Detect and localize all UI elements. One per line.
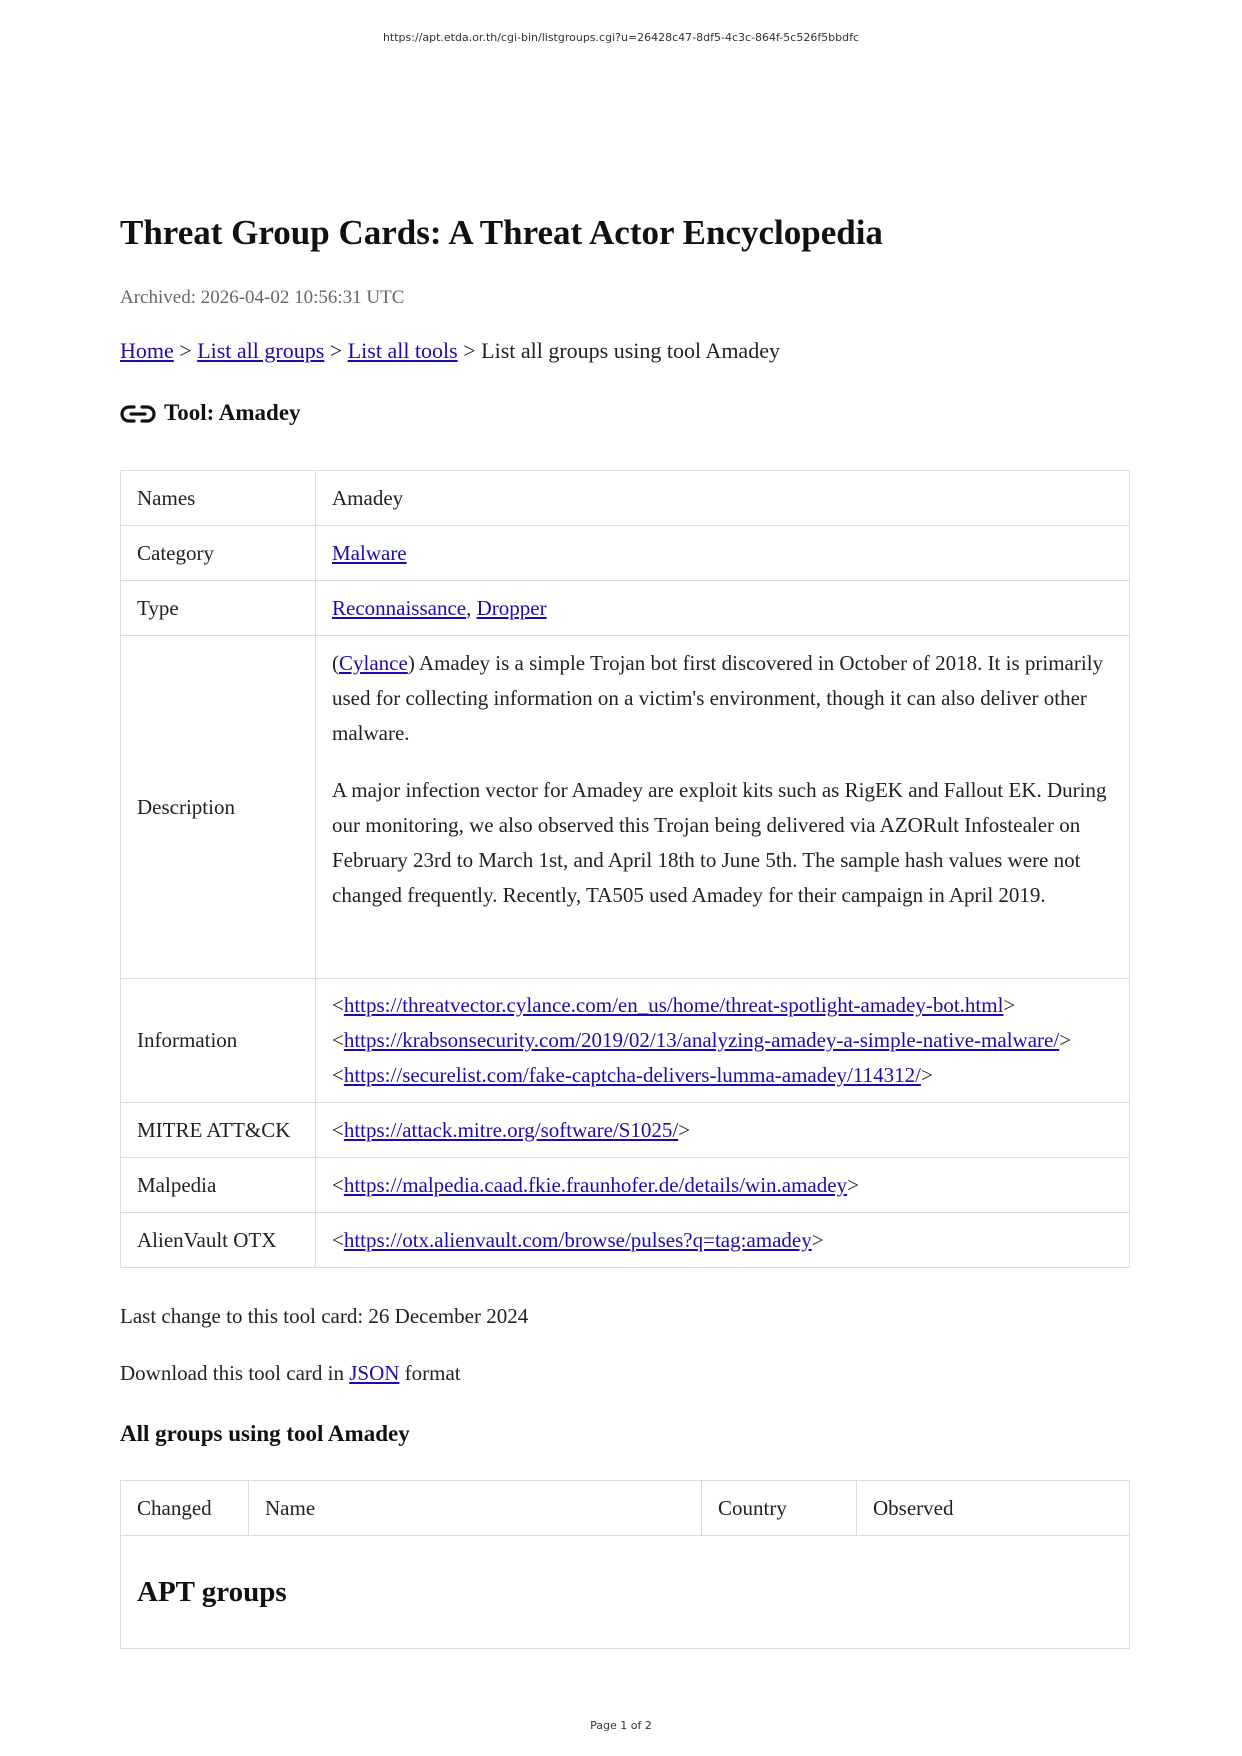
tool-heading	[120, 400, 301, 426]
description-paragraph: (Cylance) Amadey is a simple Trojan bot first discovered in October of 2018. It is primarily used for collecting information on a victim's environment, though it can also deliver other malware.	[332, 651, 1104, 745]
mitre-label: MITRE ATT&CK	[121, 1103, 316, 1158]
breadcrumb-separator: >	[463, 338, 476, 363]
type-value	[316, 581, 1130, 636]
description-text: Amadey is a simple Trojan bot first discovered in October of 2018. It is primarily used for collecting information on a victim's environment, though it can also deliver other malware.	[332, 651, 1104, 745]
breadcrumb-list-groups-link[interactable]: List all groups	[197, 338, 325, 363]
cylance-source-link[interactable]: Cylance	[339, 651, 408, 675]
table-row	[121, 526, 1130, 581]
page-title: Threat Group Cards: A Threat Actor Encyclopedia	[120, 213, 883, 252]
column-header-observed: Observed	[857, 1481, 1130, 1536]
category-label: Category	[121, 526, 316, 581]
table-row	[121, 636, 1130, 979]
information-link[interactable]: https://krabsonsecurity.com/2019/02/13/analyzing-amadey-a-simple-native-malware/	[343, 1028, 1060, 1052]
description-value	[316, 636, 1130, 979]
column-header-changed: Changed	[121, 1481, 249, 1536]
download-line	[120, 1361, 461, 1386]
malpedia-value: <https://malpedia.caad.fkie.fraunhofer.de/details/win.amadey>	[316, 1158, 1130, 1213]
otx-link[interactable]: https://otx.alienvault.com/browse/pulses?q=tag:amadey	[343, 1227, 812, 1252]
breadcrumb-current: List all groups using tool Amadey	[481, 338, 780, 363]
table-row	[121, 1213, 1130, 1268]
link-icon	[120, 402, 156, 426]
breadcrumb-home-link[interactable]: Home	[120, 338, 174, 363]
groups-table	[120, 1480, 1130, 1649]
page-number-footer: Page 1 of 2	[590, 1719, 652, 1732]
groups-heading: All groups using tool Amadey	[120, 1421, 410, 1446]
table-header-row	[121, 1481, 1130, 1536]
mitre-value: <https://attack.mitre.org/software/S1025/>	[316, 1103, 1130, 1158]
type-separator: ,	[466, 595, 477, 620]
json-download-link[interactable]: JSON	[349, 1361, 400, 1385]
mitre-link[interactable]: https://attack.mitre.org/software/S1025/	[343, 1117, 679, 1142]
type-label: Type	[121, 581, 316, 636]
description-label: Description	[121, 636, 316, 979]
information-link-line: <https://threatvector.cylance.com/en_us/home/threat-spotlight-amadey-bot.html>	[332, 993, 1016, 1017]
malpedia-link[interactable]: https://malpedia.caad.fkie.fraunhofer.de/details/win.amadey	[343, 1172, 848, 1197]
apt-groups-section-label: APT groups	[121, 1536, 1130, 1649]
information-value	[316, 979, 1130, 1103]
table-row	[121, 581, 1130, 636]
information-link-line: <https://securelist.com/fake-captcha-delivers-lumma-amadey/114312/>	[332, 1063, 933, 1087]
breadcrumb	[120, 338, 780, 364]
last-change-text: Last change to this tool card: 26 December 2024	[120, 1304, 529, 1328]
otx-label: AlienVault OTX	[121, 1213, 316, 1268]
breadcrumb-list-tools-link[interactable]: List all tools	[347, 338, 458, 363]
column-header-name: Name	[249, 1481, 702, 1536]
type-reconnaissance-link[interactable]: Reconnaissance	[332, 595, 467, 620]
table-row	[121, 471, 1130, 526]
table-row	[121, 979, 1130, 1103]
information-label: Information	[121, 979, 316, 1103]
information-link-line: <https://krabsonsecurity.com/2019/02/13/analyzing-amadey-a-simple-native-malware/>	[332, 1028, 1072, 1052]
download-suffix: format	[404, 1361, 461, 1385]
description-paragraph: A major infection vector for Amadey are exploit kits such as RigEK and Fallout EK. During our monitoring, we also observed this Trojan being delivered via AZORult Infostealer on February 23rd to March 1st, and April 18th to June 5th. The sample hash values were not changed frequently. Recently, TA505 used Amadey for their campaign in April 2019.	[332, 778, 1107, 907]
breadcrumb-separator: >	[329, 338, 343, 363]
tool-info-table	[120, 470, 1130, 1268]
otx-value: <https://otx.alienvault.com/browse/pulses?q=tag:amadey>	[316, 1213, 1130, 1268]
category-value	[316, 526, 1130, 581]
breadcrumb-separator: >	[179, 338, 192, 363]
table-row	[121, 1103, 1130, 1158]
archived-timestamp: Archived: 2026-04-02 10:56:31 UTC	[120, 287, 405, 308]
print-url-header: https://apt.etda.or.th/cgi-bin/listgroups.cgi?u=26428c47-8df5-4c3c-864f-5c526f5bbdfc	[382, 31, 860, 44]
tool-title: Tool: Amadey	[164, 400, 301, 425]
information-link[interactable]: https://securelist.com/fake-captcha-delivers-lumma-amadey/114312/	[343, 1063, 921, 1087]
table-row	[121, 1158, 1130, 1213]
download-prefix: Download this tool card in	[120, 1361, 344, 1385]
type-dropper-link[interactable]: Dropper	[476, 595, 547, 620]
names-value: Amadey	[316, 471, 1130, 526]
names-label: Names	[121, 471, 316, 526]
information-link[interactable]: https://threatvector.cylance.com/en_us/home/threat-spotlight-amadey-bot.html	[343, 993, 1004, 1017]
column-header-country: Country	[702, 1481, 857, 1536]
category-malware-link[interactable]: Malware	[332, 540, 407, 565]
table-row	[121, 1536, 1130, 1649]
malpedia-label: Malpedia	[121, 1158, 316, 1213]
